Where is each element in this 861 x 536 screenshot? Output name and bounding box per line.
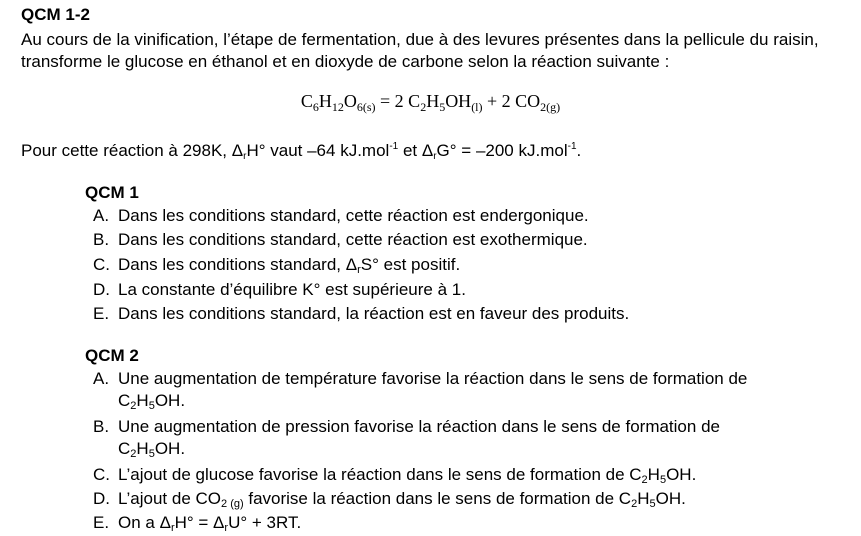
- qcm1-item-d: [93, 279, 466, 301]
- item-letter: A.: [93, 206, 110, 225]
- item-text: La constante d’équilibre K° est supérieure à 1.: [118, 280, 466, 299]
- item-text: On a $\Delta_rH^\circ = \Delta_rU^\circ + 3RT$.: [118, 513, 302, 534]
- qcm1-item-e: [93, 303, 629, 325]
- equation-text: $C_6H_{12}O_{6(s)} = 2$ $C_2H_5OH_{(l)} + 2$ $CO_{2(g)}$: [300, 91, 561, 114]
- qcm2-item-e: [93, 512, 301, 534]
- qcm2-item-c: [93, 464, 696, 486]
- item-text-continued: $C_2H_5OH$.: [118, 391, 186, 412]
- item-letter: C.: [93, 465, 110, 484]
- item-letter: E.: [93, 304, 110, 323]
- item-text: L’ajout de $CO_{2 (g)}$ favorise la réaction dans le sens de formation de $C_2H_5OH$.: [118, 489, 686, 510]
- item-text: Dans les conditions standard, la réaction est en faveur des produits.: [118, 304, 630, 323]
- item-letter: B.: [93, 417, 110, 436]
- item-letter: A.: [93, 369, 110, 388]
- thermo-data-line: Pour cette réaction à 298K, $\Delta_rH^\circ$ vaut –64 kJ.mol$^{-1}$ et $\Delta_rG^\circ = -200$ kJ.mol$^{-1}$.: [21, 141, 582, 162]
- item-letter: C.: [93, 255, 110, 274]
- item-letter: E.: [93, 513, 110, 532]
- item-text: Dans les conditions standard, cette réaction est endergonique.: [118, 206, 589, 225]
- qcm1-item-b: [93, 229, 588, 251]
- qcm1-item-a: [93, 205, 589, 227]
- reaction-equation: [0, 88, 861, 114]
- item-text: Dans les conditions standard, $\Delta_rS^\circ$ est positif.: [118, 255, 461, 276]
- item-letter: D.: [93, 280, 110, 299]
- item-text: Une augmentation de température favorise la réaction dans le sens de formation de: [118, 369, 748, 388]
- item-text: Dans les conditions standard, cette réaction est exothermique.: [118, 230, 588, 249]
- qcm1-item-c: [93, 254, 460, 276]
- item-letter: B.: [93, 230, 110, 249]
- item-letter: D.: [93, 489, 110, 508]
- qcm2-item-d: [93, 488, 686, 510]
- qcm2-item-b: [93, 416, 833, 460]
- item-text: L’ajout de glucose favorise la réaction dans le sens de formation de $C_2H_5OH$.: [118, 465, 697, 486]
- page-title: QCM 1-2: [21, 5, 90, 24]
- intro-paragraph: Au cours de la vinification, l’étape de fermentation, due à des levures présentes dans la pellicule du raisin, transforme le glucose en éthanol et en dioxyde de carbone selon la réaction suivante :: [21, 30, 819, 71]
- qcm2-heading: QCM 2: [85, 346, 139, 365]
- item-text-continued: $C_2H_5OH$.: [118, 439, 186, 460]
- item-text: Une augmentation de pression favorise la réaction dans le sens de formation de: [118, 417, 720, 436]
- qcm2-item-a: [93, 368, 833, 412]
- qcm1-heading: QCM 1: [85, 183, 139, 202]
